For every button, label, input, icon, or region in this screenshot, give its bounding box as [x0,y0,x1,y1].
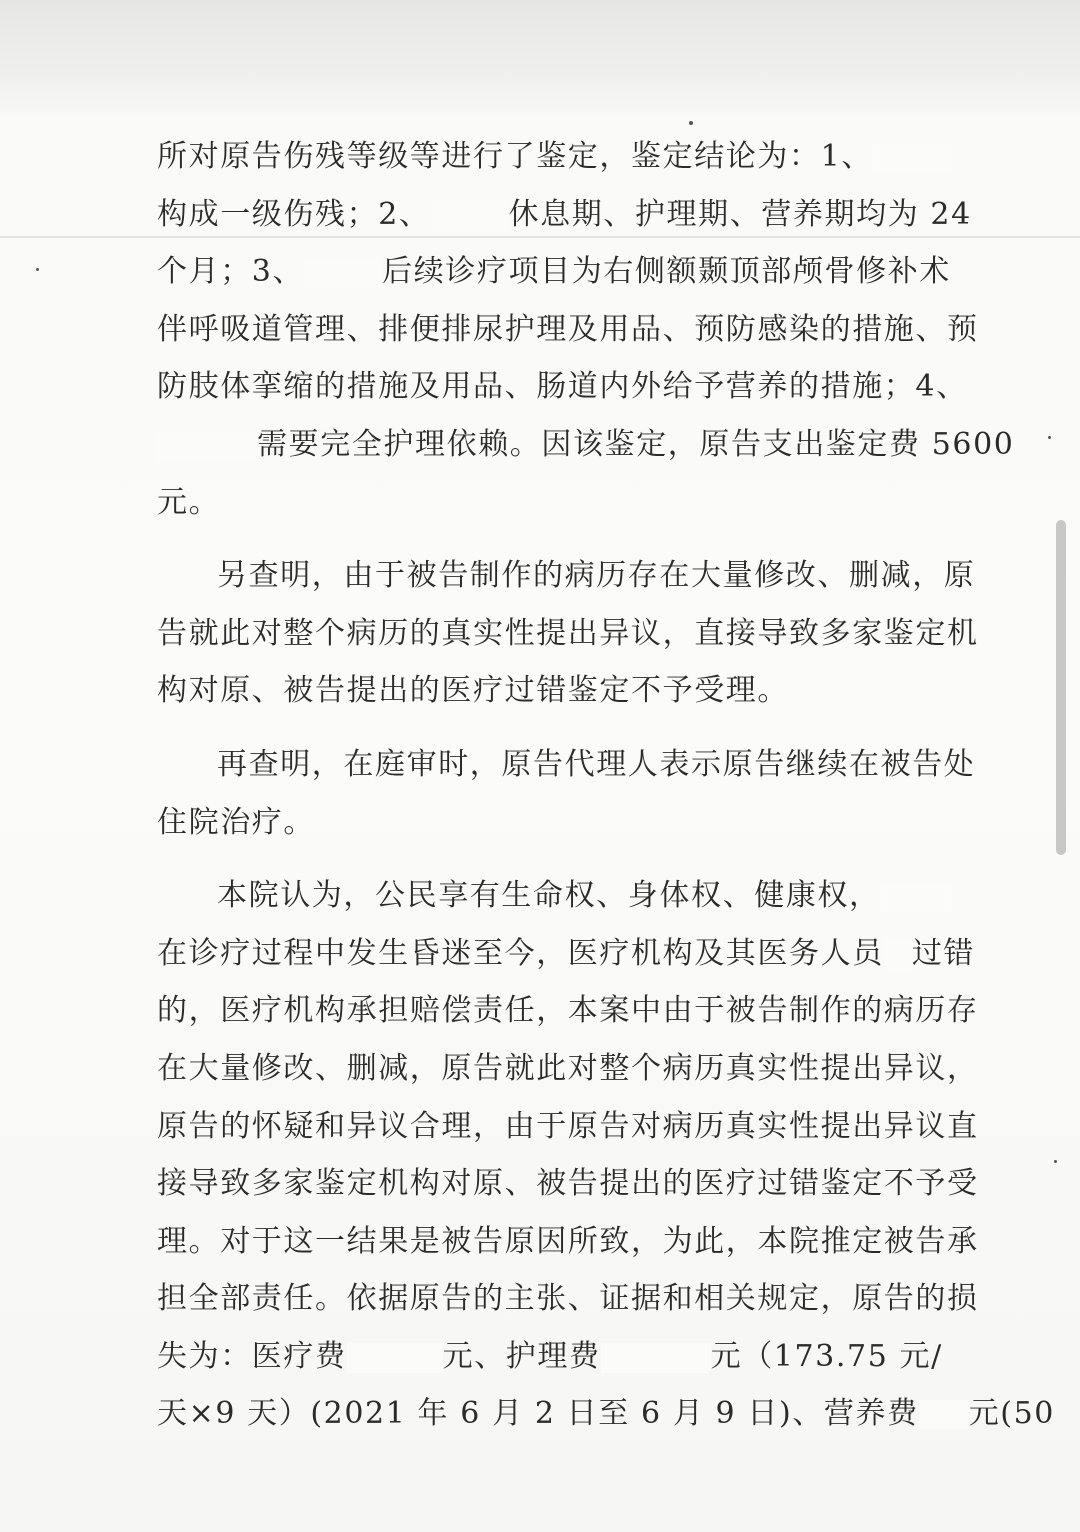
text-line [157,128,917,186]
vertical-scrollbar-thumb[interactable] [1056,520,1066,855]
scan-speck [1054,1160,1057,1163]
text-line [157,867,917,925]
redacted-text [601,1343,711,1373]
scan-speck [1048,436,1051,439]
text-segment: 住院治疗。 [157,804,315,840]
text-segment: 元（173.75 元/ [710,1338,943,1374]
text-line [157,416,1015,474]
text-line [157,1213,979,1271]
redacted-text [431,201,509,231]
text-segment: 后续诊疗项目为右侧额颞顶部颅骨修补术 [382,254,951,290]
text-line [157,1328,943,1386]
redacted-text [873,143,953,173]
text-line [157,301,979,359]
text-line [157,605,979,663]
text-line [157,736,976,794]
text-segment: 告就此对整个病历的真实性提出异议，直接导致多家鉴定机 [157,615,979,651]
text-line [157,1385,1055,1443]
redacted-text [304,258,382,288]
text-segment: 元、护理费 [442,1338,601,1374]
judgment-text-body [157,128,1055,1443]
scan-shadow-band [0,0,1080,118]
scan-speck [689,121,693,125]
text-segment: 担全部责任。依据原告的主张、证据和相关规定，原告的损 [157,1281,979,1317]
text-segment: 在大量修改、删减，原告就此对整个病历真实性提出异议， [157,1050,979,1086]
text-line [157,662,917,720]
text-line [157,243,951,301]
text-line [157,982,979,1040]
redacted-text [881,882,951,912]
text-segment: 接导致多家鉴定机构对原、被告提出的医疗过错鉴定不予受 [157,1166,979,1202]
text-line [157,1098,979,1156]
text-line [157,1270,979,1328]
redacted-text [919,1400,969,1430]
text-segment: 休息期、护理期、营养期均为 24 [508,196,972,232]
text-segment: 元。 [157,484,221,520]
text-segment: 个月；3、 [157,254,305,290]
text-line [157,358,968,416]
text-line [157,547,976,605]
text-line [157,925,976,983]
text-segment: 在诊疗过程中发生昏迷至今，医疗机构及其医务人员 [157,935,884,971]
redacted-text [347,1343,443,1373]
text-segment: 另查明，由于被告制作的病历存在大量修改、删减，原 [217,558,976,594]
text-line [157,794,917,852]
text-line [157,186,972,244]
text-line [157,474,917,532]
redacted-text [884,940,912,970]
text-segment: 构成一级伤残；2、 [157,196,431,232]
text-segment: 的，医疗机构承担赔偿责任，本案中由于被告制作的病历存 [157,993,979,1029]
text-segment: 天×9 天）(2021 年 6 月 2 日至 6 月 9 日)、营养费 [157,1396,919,1432]
text-segment: 需要完全护理依赖。因该鉴定，原告支出鉴定费 5600 [257,426,1015,462]
text-segment: 再查明，在庭审时，原告代理人表示原告继续在被告处 [217,746,976,782]
text-segment: 所对原告伤残等级等进行了鉴定，鉴定结论为：1、 [157,139,873,174]
text-segment: 元(50 [968,1396,1055,1432]
text-segment: 原告的怀疑和异议合理，由于原告对病历真实性提出异议直 [157,1108,979,1144]
text-segment: 理。对于这一结果是被告原因所致，为此，本院推定被告承 [157,1223,979,1259]
text-line [157,1155,979,1213]
text-segment: 失为：医疗费 [157,1338,347,1374]
text-segment: 构对原、被告提出的医疗过错鉴定不予受理。 [157,673,789,709]
text-segment: 防肢体挛缩的措施及用品、肠道内外给予营养的措施；4、 [157,369,968,405]
text-segment: 过错 [911,935,976,971]
text-line [157,1040,979,1098]
scan-speck [36,268,39,271]
text-segment: 伴呼吸道管理、排便排尿护理及用品、预防感染的措施、预 [157,311,979,347]
redacted-text [157,431,257,461]
text-segment: 本院认为，公民享有生命权、身体权、健康权， [217,878,881,914]
